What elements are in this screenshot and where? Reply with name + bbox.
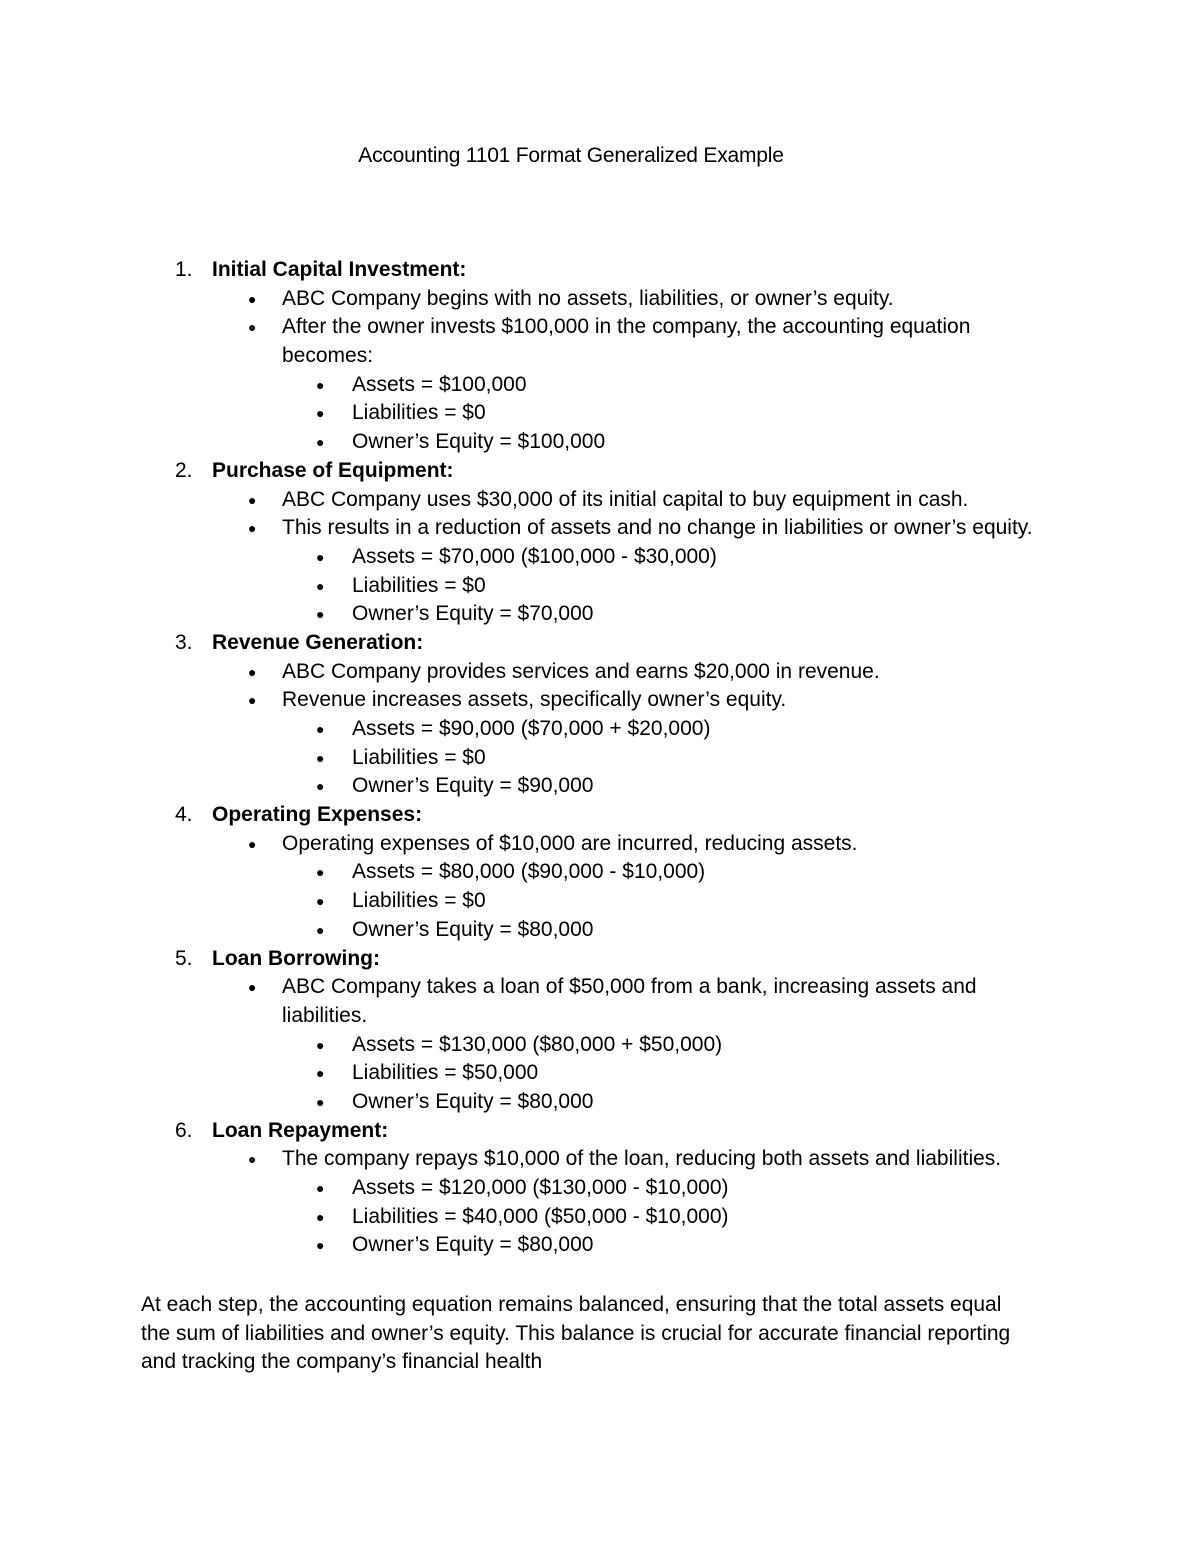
bullet-icon: ●: [248, 290, 257, 307]
bullet-icon: ●: [248, 692, 257, 709]
step-number: 4.: [175, 803, 193, 827]
equation-item: [0, 1174, 1200, 1203]
step-point: [0, 313, 1200, 342]
equation-item: [0, 572, 1200, 601]
step-heading: [0, 1117, 1200, 1146]
equation-item: [0, 916, 1200, 945]
bullet-icon: ●: [248, 1151, 257, 1168]
step-number: 6.: [175, 1118, 193, 1142]
bullet-icon: ●: [316, 1208, 325, 1225]
equation-item: [0, 858, 1200, 887]
equation-item: [0, 1088, 1200, 1117]
bullet-icon: ●: [316, 1093, 325, 1110]
step-number: 1.: [175, 258, 193, 281]
equation-text: Owner’s Equity = $100,000: [352, 430, 606, 454]
conclusion-line: At each step, the accounting equation remains balanced, ensuring that the total assets equal: [141, 1293, 1002, 1316]
bullet-icon: ●: [316, 1036, 325, 1053]
equation-item: [0, 1031, 1200, 1060]
bullet-icon: ●: [316, 1065, 325, 1082]
equation-text: Assets = $130,000 ($80,000 + $50,000): [352, 1032, 723, 1056]
equation-text: Owner’s Equity = $70,000: [352, 602, 594, 626]
equation-text: Liabilities = $50,000: [352, 1061, 539, 1085]
step-point: [0, 658, 1200, 687]
step-heading: [0, 256, 1200, 285]
equation-text: Assets = $70,000 ($100,000 - $30,000): [352, 544, 717, 568]
bullet-icon: ●: [316, 921, 325, 938]
step-point: [0, 1145, 1200, 1174]
step-title: Loan Borrowing:: [212, 946, 380, 970]
equation-item: [0, 1203, 1200, 1232]
equation-text: Liabilities = $0: [352, 745, 486, 769]
equation-text: Assets = $80,000 ($90,000 - $10,000): [352, 860, 706, 884]
bullet-icon: ●: [316, 434, 325, 451]
step-point-text: ABC Company uses $30,000 of its initial capital to buy equipment in cash.: [282, 487, 969, 511]
step-number: 5.: [175, 946, 193, 970]
step-point-text: The company repays $10,000 of the loan, reducing both assets and liabilities.: [282, 1147, 1002, 1171]
equation-text: Liabilities = $0: [352, 573, 486, 597]
step-point-text: ABC Company takes a loan of $50,000 from a bank, increasing assets and: [282, 975, 977, 999]
bullet-icon: ●: [316, 606, 325, 623]
step-point-text: After the owner invests $100,000 in the company, the accounting equation: [282, 315, 971, 339]
bullet-icon: ●: [316, 376, 325, 393]
bullet-icon: ●: [316, 893, 325, 910]
bullet-icon: ●: [248, 520, 257, 537]
step-number: 2.: [175, 458, 193, 482]
equation-item: [0, 543, 1200, 572]
bullet-icon: ●: [316, 721, 325, 737]
bullet-icon: ●: [316, 778, 325, 795]
step-point: [0, 830, 1200, 859]
bullet-icon: ●: [248, 491, 257, 508]
equation-item: [0, 428, 1200, 457]
equation-text: Owner’s Equity = $80,000: [352, 917, 594, 941]
equation-text: Liabilities = $0: [352, 889, 486, 913]
step-number: 3.: [175, 630, 193, 654]
step-point-text: becomes:: [282, 344, 374, 368]
step-heading: [0, 945, 1200, 974]
step-point: [0, 514, 1200, 543]
equation-text: Assets = $100,000: [352, 372, 527, 396]
step-point: [0, 486, 1200, 515]
document-title: Accounting 1101 Format Generalized Example: [358, 144, 784, 167]
step-point: [0, 686, 1200, 715]
equation-text: Assets = $90,000 ($70,000 + $20,000): [352, 717, 711, 740]
bullet-icon: ●: [248, 319, 257, 336]
step-point: [0, 973, 1200, 1002]
step-point-text: liabilities.: [282, 1003, 368, 1027]
bullet-icon: ●: [316, 1180, 325, 1196]
equation-text: Owner’s Equity = $80,000: [352, 1233, 594, 1257]
bullet-icon: ●: [316, 749, 325, 766]
step-heading: [0, 629, 1200, 658]
step-title: Initial Capital Investment:: [212, 258, 467, 281]
equation-item: [0, 371, 1200, 400]
step-point-text: ABC Company begins with no assets, liabilities, or owner’s equity.: [282, 286, 894, 310]
step-point-text: Revenue increases assets, specifically owner’s equity.: [282, 688, 787, 712]
conclusion-line: the sum of liabilities and owner’s equity. This balance is crucial for accurate financial reporting: [141, 1321, 1011, 1345]
bullet-icon: ●: [316, 405, 325, 422]
equation-item: [0, 772, 1200, 801]
step-heading: [0, 801, 1200, 830]
step-title: Operating Expenses:: [212, 803, 423, 827]
step-point-text: ABC Company provides services and earns $20,000 in revenue.: [282, 659, 880, 683]
equation-text: Liabilities = $0: [352, 401, 486, 425]
step-title: Revenue Generation:: [212, 630, 424, 654]
step-point: [0, 285, 1200, 314]
equation-text: Assets = $120,000 ($130,000 - $10,000): [352, 1176, 729, 1199]
bullet-icon: ●: [316, 548, 325, 565]
step-heading: [0, 457, 1200, 486]
bullet-icon: ●: [248, 663, 257, 680]
step-point: [0, 1002, 1200, 1031]
conclusion-paragraph: [141, 1291, 1061, 1377]
equation-text: Owner’s Equity = $90,000: [352, 774, 594, 798]
equation-item: [0, 1059, 1200, 1088]
equation-item: [0, 1231, 1200, 1260]
equation-item: [0, 399, 1200, 428]
conclusion-line: and tracking the company’s financial health: [141, 1350, 543, 1374]
step-point-text: Operating expenses of $10,000 are incurred, reducing assets.: [282, 831, 858, 855]
bullet-icon: ●: [316, 577, 325, 594]
equation-item: [0, 600, 1200, 629]
step-point-text: This results in a reduction of assets and no change in liabilities or owner’s equity.: [282, 516, 1033, 540]
step-title: Purchase of Equipment:: [212, 458, 454, 482]
equation-text: Liabilities = $40,000 ($50,000 - $10,000): [352, 1204, 729, 1228]
bullet-icon: ●: [316, 1237, 325, 1254]
steps-list: [0, 256, 1200, 1260]
equation-item: [0, 744, 1200, 773]
equation-text: Owner’s Equity = $80,000: [352, 1089, 594, 1113]
bullet-icon: ●: [316, 864, 325, 881]
step-point: [0, 342, 1200, 371]
equation-item: [0, 715, 1200, 744]
step-title: Loan Repayment:: [212, 1118, 389, 1142]
equation-item: [0, 887, 1200, 916]
bullet-icon: ●: [248, 979, 257, 996]
bullet-icon: ●: [248, 835, 257, 852]
